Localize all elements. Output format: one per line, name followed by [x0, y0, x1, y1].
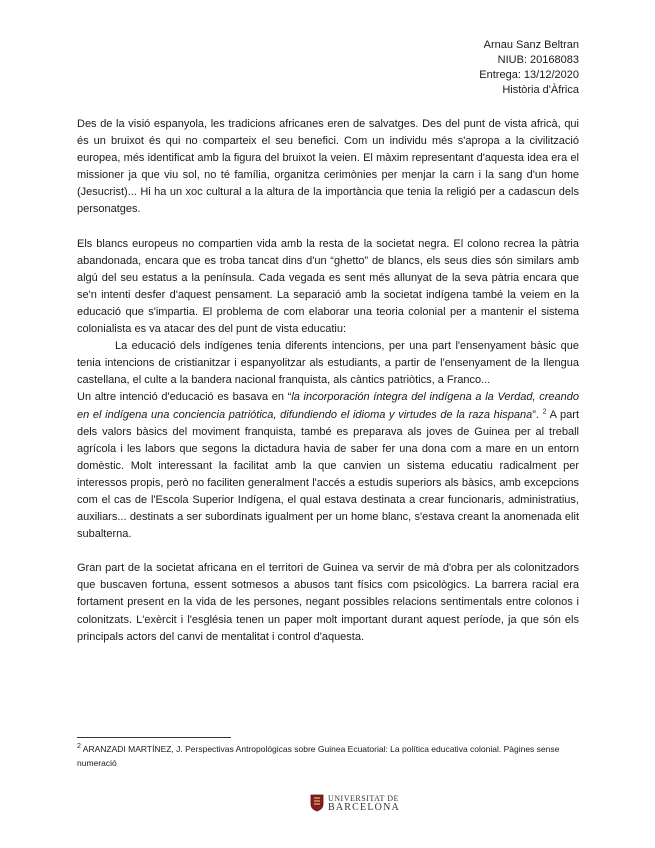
paragraph-3: La educació dels indígenes tenia diferents intencions, per una part l'ensenyament bàsic que tenia intencions de cristianitzar i espanyolitzar als estudiants, a partir de l'ensenyament de la llengua castellana, el culte a la bandera nacional franquista, als càntics patriòtics, a Franco... [77, 340, 579, 387]
paragraph-4 [77, 389, 579, 543]
paragraph-1: Des de la visió espanyola, les tradicions africanes eren de salvatges. Des del punt de vista africà, qui és un bruixot és qui no comparteix el seu benefici. Com un individu més s'apropa a la civilització europea, més identificat amb la figura del bruixot la veien. El màxim representant d'aquesta idea era el missioner ja que viu sol, no té família, organitza cerimònies per menjar la carn i la sang d'un home (Jesucrist)... Hi ha un xoc cultural a la altura de la importància que tenia la religió per a cadascun dels personatges. [77, 118, 579, 216]
footnote-text: ARANZADI MARTÍNEZ, J. Perspectivas Antropológicas sobre Guinea Ecuatorial: La política educativa colonial. Pàgines sense numeració [77, 744, 560, 768]
university-logo [310, 794, 400, 812]
footnote [77, 742, 579, 770]
footnote-number: 2 [77, 743, 81, 751]
paragraph-4-rest: A part dels valors bàsics del moviment franquista, també es preparava als joves de Guinea per al treball agrícola i les labors que segons la dictadura havia de saber fer una dona com a mare en un entorn domèstic. Molt interessant la facilitat amb la que canvien un sistema educatiu radicalment per interessos propis, però no faciliten generalment l'accés a estudis superiors als bàsics, amb excepcions com el cas de l'Escola Superior Indígena, el qual estava destinata a crear funcionaris, administratius, auxiliars... destinats a ser subordinats igualment per un home blanc, s'estava creant la anomenada elit subalterna. [77, 408, 579, 541]
quotation-close: ”. [532, 408, 539, 421]
student-id: NIUB: 20168083 [497, 54, 579, 66]
university-name [328, 794, 400, 812]
paragraph-5: Gran part de la societat africana en el territori de Guinea va servir de mà d'obra per als colonitzadors que buscaven fortuna, essent sotmesos a abusos tant físics com psicològics. La barrera racial era fortament present en la vida de les persones, negant possibles relacions sentimentals entre colonos i colonitzats. L'exèrcit i l'església tenen un paper molt important durant aquest període, ja que són els principals actors del canvi de mentalitat i control d'aquesta. [77, 562, 579, 643]
paragraph-2: Els blancs europeus no compartien vida amb la resta de la societat negra. El colono recrea la pàtria abandonada, encara que es troba tancat dins d'un “ghetto” de blancs, els seus dies són similars amb algú del seu estatus a la península. Cada vegada es sent més allunyat de la seva pàtria encara que se'n intenti desfer d'aquest pensament. La separació amb la societat indígena també la veiem en la educació que s'impartia. El problema de com elaborar una teoria colonial per a mantenir el sistema colonialista es va atacar des del punt de vista educatiu: [77, 237, 579, 336]
footnote-reference[interactable]: 2 [542, 407, 547, 415]
shield-icon [310, 794, 324, 812]
quotation: la incorporación íntegra del indígena a la Verdad, creando en el indígena una conciencia patriótica, difundiendo el idioma y virtudes de la raza hispana [77, 391, 579, 421]
course-name: Història d'Àfrica [502, 84, 579, 96]
paragraph-4-intro: Un altre intenció d'educació es basava en “ [77, 391, 292, 404]
footnote-separator [77, 737, 231, 738]
main-text [77, 116, 579, 646]
submission-date: Entrega: 13/12/2020 [479, 69, 579, 81]
header-block [479, 38, 579, 98]
logo-line-1: UNIVERSITAT DE [328, 794, 399, 803]
author-name: Arnau Sanz Beltran [483, 39, 579, 51]
logo-line-2: BARCELONA [328, 802, 400, 813]
